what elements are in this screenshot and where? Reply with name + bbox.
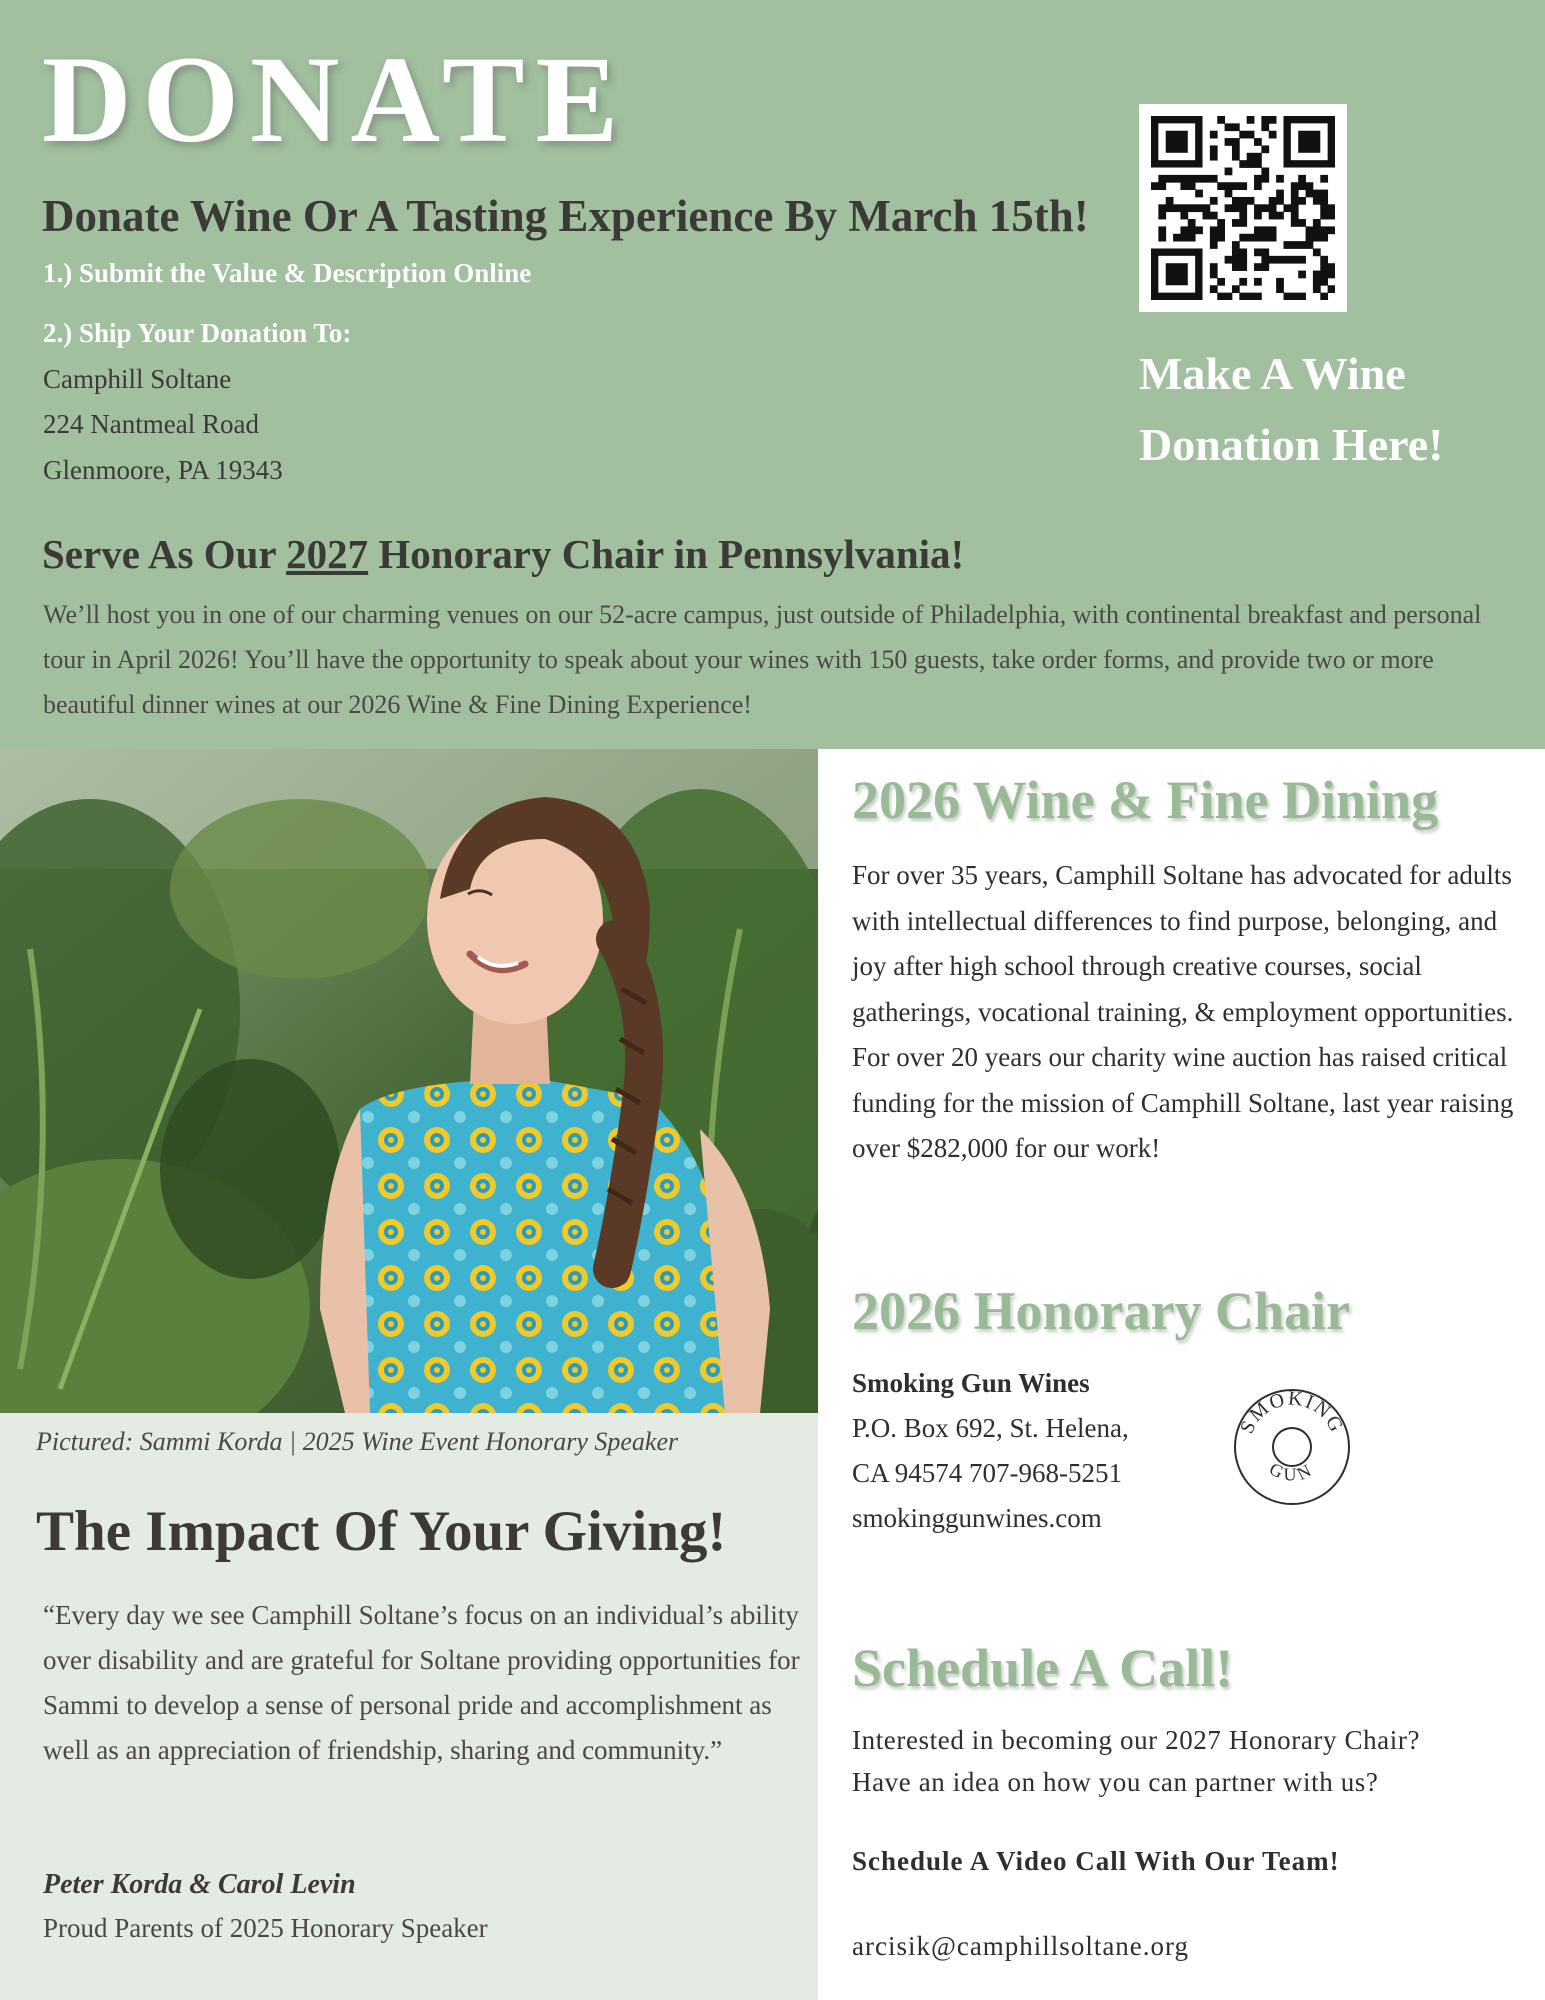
donate-title: DONATE [42,31,630,168]
winery-website[interactable]: smokinggunwines.com [852,1503,1102,1533]
donate-section [0,0,1545,749]
svg-text:GUN [1266,1459,1318,1485]
qr-code-icon [1151,116,1335,300]
qr-caption [1139,338,1519,480]
donate-deadline-heading: Donate Wine Or A Tasting Experience By March 15th! [42,191,1089,241]
contact-email[interactable]: arcisik@camphillsoltane.org [852,1931,1190,1961]
address-line-city: Glenmoore, PA 19343 [43,455,283,485]
honorary-chair-invite-body: We’ll host you in one of our charming venues on our 52-acre campus, just outside of Philadelphia, with continental breakfast and personal tour in April 2026! You’ll have the opportunity to speak about your wines with 150 guests, take order forms, and provide two or more beautiful dinner wines at our 2026 Wine & Fine Dining Experience! [43,600,1482,719]
info-column [818,749,1545,2000]
schedule-call-body [852,1719,1532,1803]
logo-text-top: SMOKING [1235,1387,1349,1438]
qr-code[interactable] [1139,104,1347,312]
schedule-call-heading: Schedule A Call! [852,1638,1234,1698]
step-ship-donation: 2.) Ship Your Donation To: [43,318,352,348]
step-submit-online: 1.) Submit the Value & Description Online [43,258,532,288]
logo-text-bottom: GUN [1266,1458,1318,1485]
svg-text:SMOKING [1236,1387,1348,1437]
winery-name: Smoking Gun Wines [852,1368,1090,1398]
heading-part-after: Honorary Chair in Pennsylvania! [368,531,965,577]
speaker-photo-image [0,749,818,1413]
impact-title: The Impact Of Your Giving! [36,1500,727,1563]
impact-section [0,1413,818,2000]
schedule-video-call-cta[interactable]: Schedule A Video Call With Our Team! [852,1846,1340,1876]
wine-dining-body: For over 35 years, Camphill Soltane has advocated for adults with intellectual differences to find purpose, belonging, and joy after high school through creative courses, social gatherings, vocational training, & employment opportunities. For over 20 years our charity wine auction has raised critical funding for the mission of Camphill Soltane, last year raising over $282,000 for our work! [852,860,1514,1163]
wine-dining-heading: 2026 Wine & Fine Dining [852,770,1439,830]
address-line-street: 224 Nantmeal Road [43,409,259,439]
speaker-photo [0,749,818,1413]
schedule-call-line2: Have an idea on how you can partner with us? [852,1767,1379,1797]
photo-caption: Pictured: Sammi Korda | 2025 Wine Event Honorary Speaker [36,1427,679,1456]
qr-caption-line2: Donation Here! [1139,419,1444,470]
honorary-chair-2026-heading: 2026 Honorary Chair [852,1281,1350,1341]
honorary-chair-invite-heading [42,530,964,578]
address-line-org: Camphill Soltane [43,364,232,394]
parent-quote: “Every day we see Camphill Soltane’s focus on an individual’s ability over disability and are grateful for Soltane providing opportunities for Sammi to develop a sense of personal pride and accomplishment as well as an appreciation of friendship, sharing and community.” [43,1600,800,1765]
winery-address-line1: P.O. Box 692, St. Helena, [852,1413,1129,1443]
qr-caption-line1: Make A Wine [1139,348,1406,399]
quote-signature: Peter Korda & Carol Levin [43,1869,356,1900]
heading-year: 2027 [286,531,369,577]
winery-address-line2: CA 94574 707-968-5251 [852,1458,1122,1488]
schedule-call-line1: Interested in becoming our 2027 Honorary Chair? [852,1725,1421,1755]
smoking-gun-logo [1232,1387,1352,1507]
heading-part-before: Serve As Our [42,531,287,577]
quote-signature-role: Proud Parents of 2025 Honorary Speaker [43,1913,488,1943]
